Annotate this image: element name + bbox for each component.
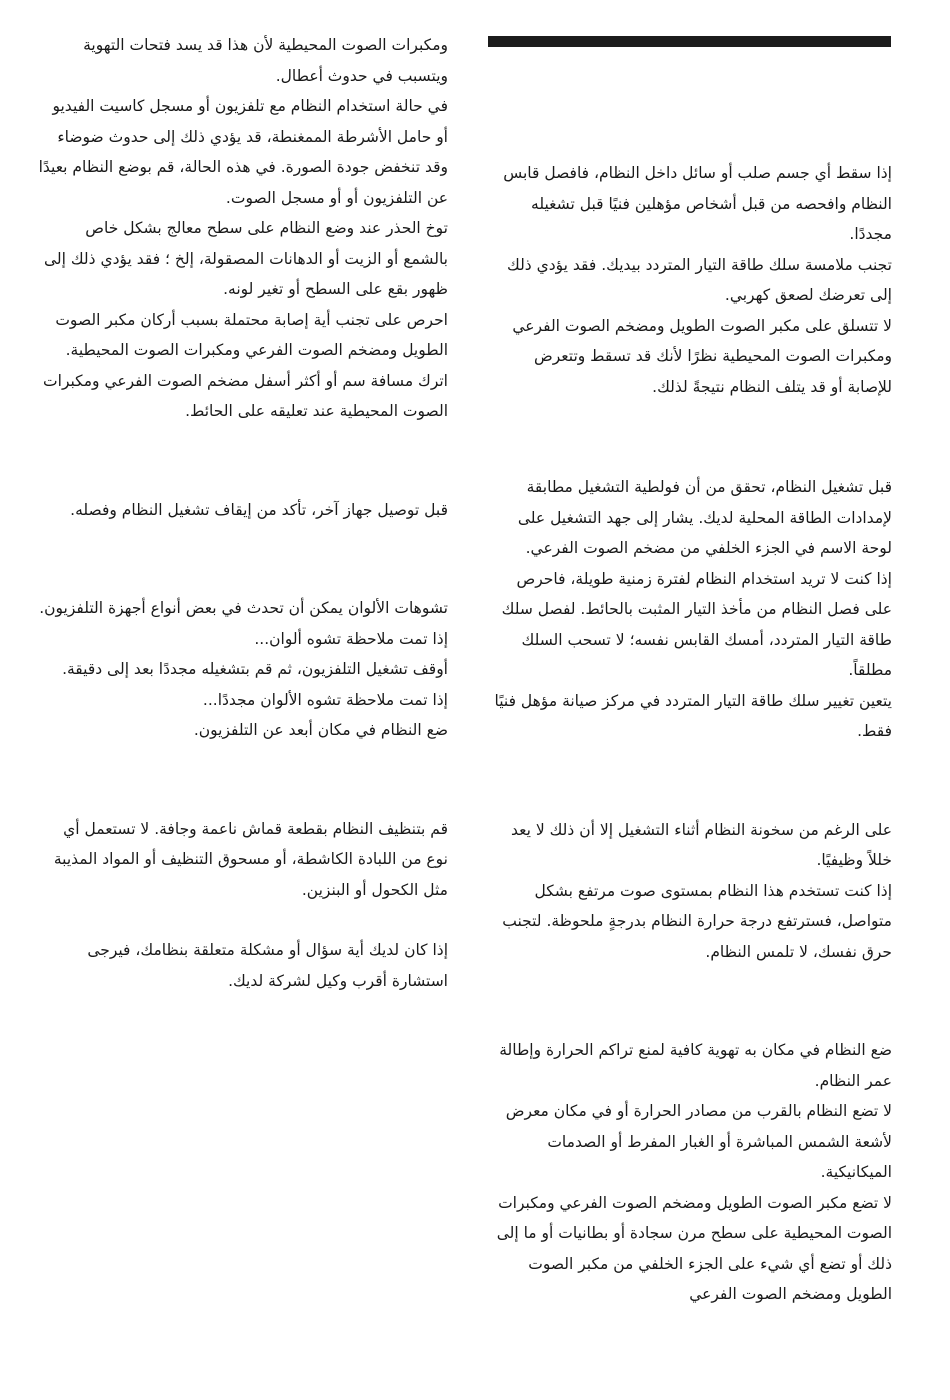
paragraph: احرص على تجنب أية إصابة محتملة بسبب أركان مكبر الصوت الطويل ومضخم الصوت الفرعي ومكبرات الصوت المحيطية. <box>55 310 448 359</box>
section-cleaning <box>38 814 448 906</box>
paragraph: تجنب ملامسة سلك طاقة التيار المتردد بيديك. فقد يؤدي ذلك إلى تعرضك لصعق كهربي. <box>507 255 892 304</box>
paragraph: إذا تمت ملاحظة تشوه ألوان... <box>254 629 448 648</box>
right-column <box>488 0 892 1310</box>
paragraph: يتعين تغيير سلك طاقة التيار المتردد في مركز صيانة مؤهل فنيًا فقط. <box>494 691 892 740</box>
paragraph: إذا تمت ملاحظة تشوه الألوان مجددًا... <box>202 690 448 709</box>
paragraph: إذا كنت لا تريد استخدام النظام لفترة زمنية طويلة، فاحرص على فصل النظام من مأخذ التيار المثبت بالحائط. لفصل سلك طاقة التيار المتردد، أمسك القابس نفسه؛ لا تسحب السلك مطلقاً. <box>501 569 892 679</box>
paragraph: لا تتسلق على مكبر الصوت الطويل ومضخم الصوت الفرعي ومكبرات الصوت المحيطية نظرًا لأنك قد تسقط وتتعرض للإصابة أو قد يتلف النظام نتيجةً لذلك. <box>512 316 892 396</box>
section-color-irregularities <box>38 593 448 746</box>
section-heat-buildup <box>488 815 892 968</box>
section-placement-continued <box>38 30 448 427</box>
paragraph: أوقف تشغيل التلفزيون، ثم قم بتشغيله مجددًا بعد إلى دقيقة. <box>62 660 448 678</box>
section-power-source <box>488 472 892 747</box>
paragraph: ومكبرات الصوت المحيطية لأن هذا قد يسد فتحات التهوية ويتسبب في حدوث أعطال. <box>83 36 448 85</box>
paragraph: على الرغم من سخونة النظام أثناء التشغيل إلا أن ذلك لا يعد خللاً وظيفيًا. <box>511 820 892 869</box>
paragraph: قبل توصيل جهاز آخر، تأكد من إيقاف تشغيل النظام وفصله. <box>70 500 448 519</box>
paragraph: إذا كنت تستخدم هذا النظام بمستوى صوت مرتفع بشكل متواصل، فسترتفع درجة حرارة النظام بدرجةٍ ملحوظة. لتجنب حرق نفسك، لا تلمس النظام. <box>502 881 892 961</box>
paragraph: توخ الحذر عند وضع النظام على سطح معالج بشكل خاص بالشمع أو الزيت أو الدهانات المصقولة، إلخ ؛ فقد يؤدي ذلك إلى ظهور بقع على السطح أو تغير لونه. <box>43 219 448 298</box>
paragraph: ضع النظام في مكان أبعد عن التلفزيون. <box>193 721 448 739</box>
paragraph: قبل تشغيل النظام، تحقق من أن فولطية التشغيل مطابقة لإمدادات الطاقة المحلية لديك. يشار إلى جهد التشغيل على لوحة الاسم في الجزء الخلفي من مضخم الصوت الفرعي. <box>517 478 892 557</box>
paragraph: تشوهات الألوان يمكن أن تحدث في بعض أنواع أجهزة التلفزيون. <box>39 599 448 617</box>
section-placement <box>488 1035 892 1310</box>
paragraph: اترك مسافة سم أو أكثر أسفل مضخم الصوت الفرعي ومكبرات الصوت المحيطية عند تعليقه على الحائط. <box>43 371 448 420</box>
left-column <box>38 0 448 996</box>
paragraph: ضع النظام في مكان به تهوية كافية لمنع تراكم الحرارة وإطالة عمر النظام. <box>499 1041 892 1090</box>
paragraph: في حالة استخدام النظام مع تلفزيون أو مسجل كاسيت الفيديو أو حامل الأشرطة الممغنطة، قد يؤدي ذلك إلى حدوث ضوضاء وقد تنخفض جودة الصورة. في هذه الحالة، قم بوضع النظام بعيدًا عن التلفزيون أو أو مسجل الصوت. <box>38 97 448 207</box>
paragraph: لا تضع مكبر الصوت الطويل ومضخم الصوت الفرعي ومكبرات الصوت المحيطية على سطح مرن سجادة أو بطانيات أو ما إلى ذلك أو تضع أي شيء على الجزء الخلفي من مكبر الصوت الطويل ومضخم الصوت الفرعي <box>496 1193 892 1303</box>
paragraph: إذا سقط أي جسم صلب أو سائل داخل النظام، فافصل قابس النظام وافحصه من قبل أشخاص مؤهلين فنيًا قبل تشغيله مجددًا. <box>503 164 892 243</box>
section-foreign-objects <box>488 158 892 402</box>
section-questions <box>38 935 448 996</box>
paragraph: لا تضع النظام بالقرب من مصادر الحرارة أو في مكان معرض لأشعة الشمس المباشرة أو الغبار المفرط أو الصدمات الميكانيكية. <box>505 1102 892 1181</box>
paragraph: قم بتنظيف النظام بقطعة قماش ناعمة وجافة. لا تستعمل أي نوع من اللبادة الكاشطة، أو مسحوق التنظيف أو المواد المذيبة مثل الكحول أو البنزين. <box>53 819 448 899</box>
section-connecting <box>38 495 448 526</box>
paragraph: إذا كان لديك أية سؤال أو مشكلة متعلقة بنظامك، فيرجى استشارة أقرب وكيل لشركة لديك. <box>87 941 448 990</box>
